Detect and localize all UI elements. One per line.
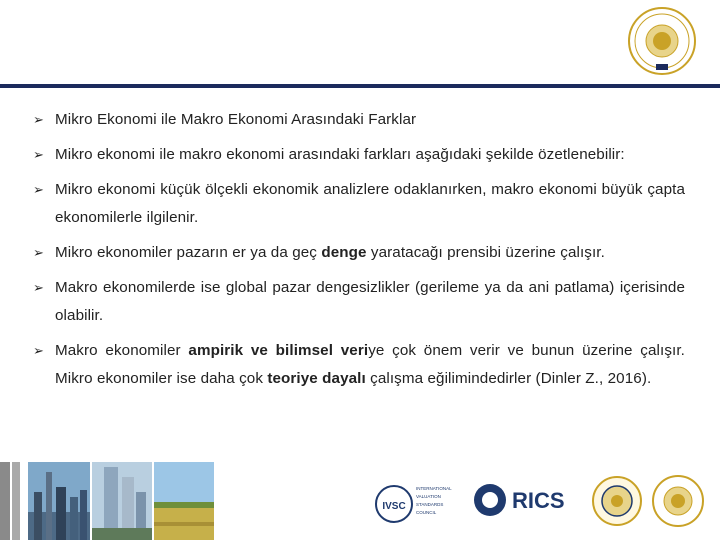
slide-content: [33, 106, 685, 400]
arrow-bullet-icon: ➢: [33, 182, 44, 197]
ankara-university-logo: [624, 6, 700, 76]
faculty-seal-logo: [590, 462, 644, 540]
ivsc-logo: [370, 462, 460, 540]
header-divider-line: [0, 84, 720, 88]
bullet-text: Makro ekonomilerde ise global pazar dengesizlikler (gerileme ya da ani patlama) içerisinde olabilir.: [55, 279, 685, 324]
footer-grey-strip: [0, 462, 10, 540]
svg-text:INTERNATIONAL: INTERNATIONAL: [416, 486, 452, 491]
arrow-bullet-icon: ➢: [33, 147, 44, 162]
rics-logo: [468, 462, 580, 540]
bold-term: ampirik ve bilimsel veri: [188, 342, 369, 359]
bullet-item: [33, 141, 685, 169]
svg-text:VALUATION: VALUATION: [416, 494, 441, 499]
bullet-text: yaratacağı prensibi üzerine çalışır.: [366, 244, 605, 261]
bold-term: denge: [321, 244, 367, 261]
bullet-text: Mikro Ekonomi ile Makro Ekonomi Arasındaki Farklar: [55, 111, 417, 128]
bullet-text: çalışma eğilimindedirler (Dinler Z., 2016).: [365, 370, 652, 387]
svg-text:STANDARDS: STANDARDS: [416, 502, 444, 507]
bullet-item: [33, 239, 685, 267]
svg-text:IVSC: IVSC: [382, 501, 406, 512]
field-photo: [154, 462, 214, 540]
ankara-university-seal-footer: [650, 462, 706, 540]
svg-text:COUNCIL: COUNCIL: [416, 510, 437, 515]
bold-term: teoriye dayalı: [267, 370, 366, 387]
bullet-text: Mikro ekonomi küçük ölçekli ekonomik analizlere odaklanırken, makro ekonomi büyük çapta ekonomilerle ilgilenir.: [55, 181, 685, 226]
city-skyline-photo: [28, 462, 90, 540]
bullet-text: Mikro ekonomiler pazarın er ya da geç: [55, 244, 322, 261]
svg-text:RICS: RICS: [512, 488, 565, 513]
footer-grey-strip-2: [12, 462, 20, 540]
arrow-bullet-icon: ➢: [33, 245, 44, 260]
bullet-text: ye çok önem verir ve bunun üzerine çalışır. Mikro ekonomiler ise daha çok: [55, 342, 685, 387]
bullet-item: [33, 176, 685, 232]
arrow-bullet-icon: ➢: [33, 112, 44, 127]
arrow-bullet-icon: ➢: [33, 343, 44, 358]
skyscraper-photo: [92, 462, 152, 540]
bullet-item: [33, 337, 685, 393]
arrow-bullet-icon: ➢: [33, 280, 44, 295]
bullet-text: Mikro ekonomi ile makro ekonomi arasındaki farkları aşağıdaki şekilde özetlenebilir:: [55, 146, 625, 163]
bullet-text: Makro ekonomiler: [55, 342, 189, 359]
bullet-item: [33, 274, 685, 330]
slide-title: [33, 106, 685, 134]
